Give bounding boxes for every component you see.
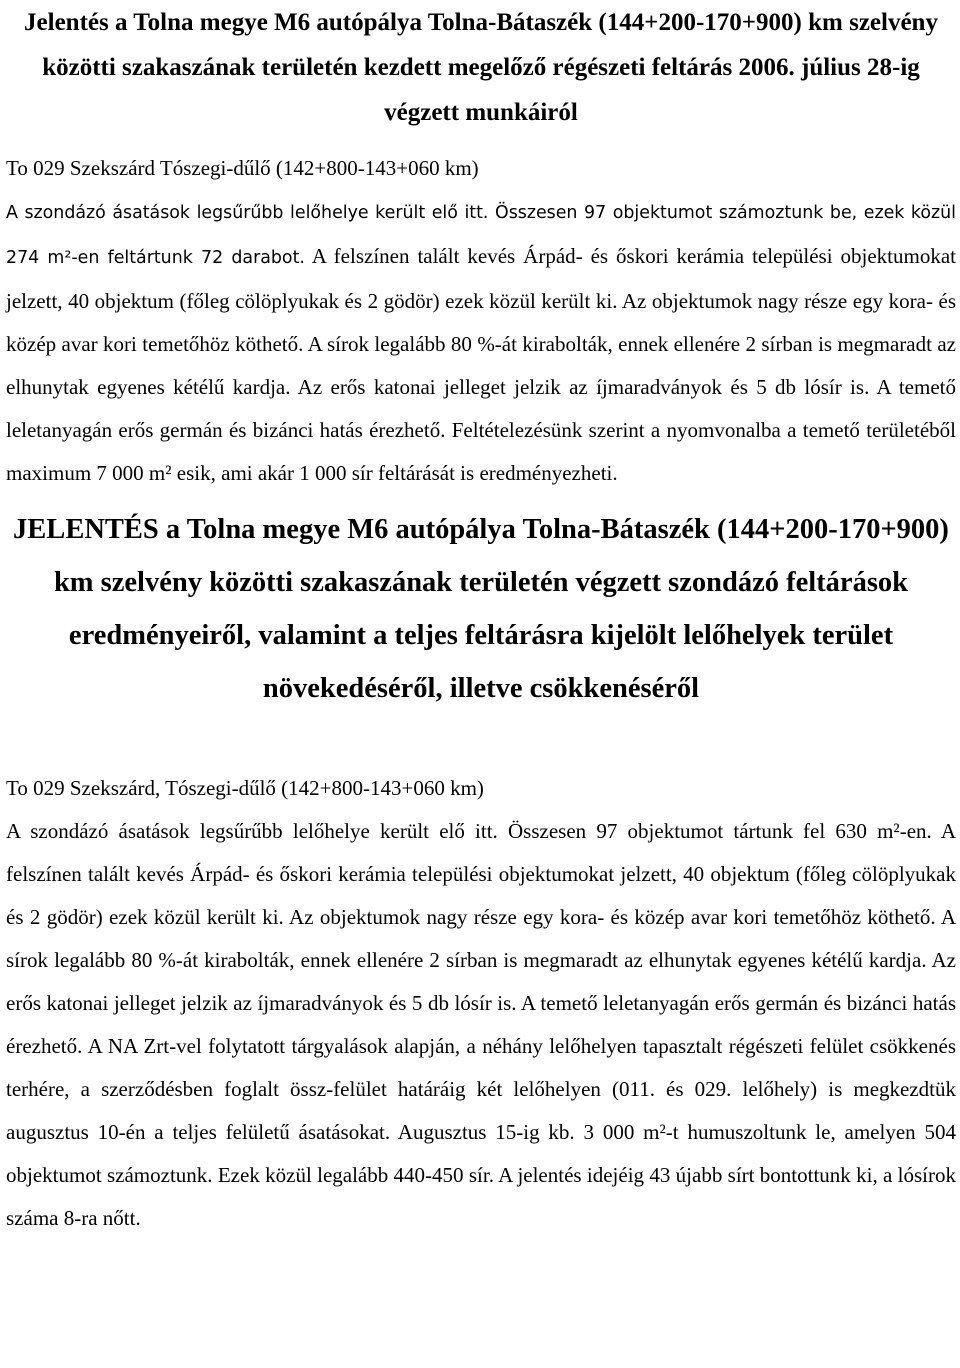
report-body-2: A szondázó ásatások legsűrűbb lelőhelye került elő itt. Összesen 97 objektumot tártunk fel 630 m²-en. A felszínen talált kevés Árpád- és őskori kerámia települési objektumokat jelzett, 40 objektum (főleg cölöplyukak és 2 gödör) ezek közül került ki. Az objektumok nagy része egy kora- és közép avar kori temetőhöz köthető. A sírok legalább 80 %-át kirabolták, ennek ellenére 2 sírban is megmaradt az elhunytak egyenes kétélű kardja. Az erős katonai jelleget jelzik az íjmaradványok és 5 db lósír is. A temető leletanyagán erős germán és bizánci hatás érezhető. A NA Zrt-vel folytatott tárgyalások alapján, a néhány lelőhelyen tapasztalt régészeti felület csökkenés terhére, a szerződésben foglalt össz-felület határáig két lelőhelyen (011. és 029. lelőhely) is megkezdtük augusztus 10-én a teljes felületű ásatásokat. Augusztus 15-ig kb. 3 000 m²-t humuszoltunk le, amelyen 504 objektumot számoztunk. Ezek közül legalább 440-450 sír. A jelentés idejéig 43 újabb sírt bontottunk ki, a lósírok száma 8-ra nőtt. (6, 819, 956, 1230)
site-code: To 029 (6, 776, 65, 800)
body-sans-part: A szondázó ásatások legsűrűbb lelőhelye került elő itt. Összesen 97 objektumot számoztunk be, ezek közül 274 m²-en feltártunk 72 darabot. (6, 203, 956, 268)
report-title-1: Jelentés a Tolna megye M6 autópálya Tolna-Bátaszék (144+200-170+900) km szelvény közötti szakaszának területén kezdett megelőző régészeti feltárás 2006. július 28-ig végzett munkáiról (24, 9, 938, 126)
site-code: To 029 (6, 156, 65, 180)
body-serif-part: A felszínen talált kevés Árpád- és őskori kerámia települési objektumokat jelzett, 40 objektum (főleg cölöplyukak és 2 gödör) ezek közül került ki. Az objektumok nagy része egy kora- és közép avar kori temetőhöz köthető. A sírok legalább 80 %-át kirabolták, ennek ellenére 2 sírban is megmaradt az elhunytak egyenes kétélű kardja. Az erős katonai jelleget jelzik az íjmaradványok és 5 db lósír is. A temető leletanyagán erős germán és bizánci hatás érezhető. Feltételezésünk szerint a nyomvonalba a temető területéből maximum 7 000 m² esik, ami akár 1 000 sír feltárását is eredményezheti. (6, 244, 956, 485)
site-name: Szekszárd Tószegi-dűlő (142+800-143+060 km) (64, 156, 479, 180)
site-heading-2 (6, 767, 956, 810)
report-body-1 (6, 190, 956, 495)
report-title-2: JELENTÉS a Tolna megye M6 autópálya Tolna-Bátaszék (144+200-170+900) km szelvény közötti szakaszának területén végzett szondázó feltárások eredményeiről, valamint a teljes feltárásra kijelölt lelőhelyek terület növekedéséről, illetve csökkenéséről (13, 514, 949, 704)
site-heading-1 (6, 147, 956, 190)
document-page (6, 0, 956, 1240)
site-name: Szekszárd, Tószegi-dűlő (142+800-143+060 km) (64, 776, 484, 800)
